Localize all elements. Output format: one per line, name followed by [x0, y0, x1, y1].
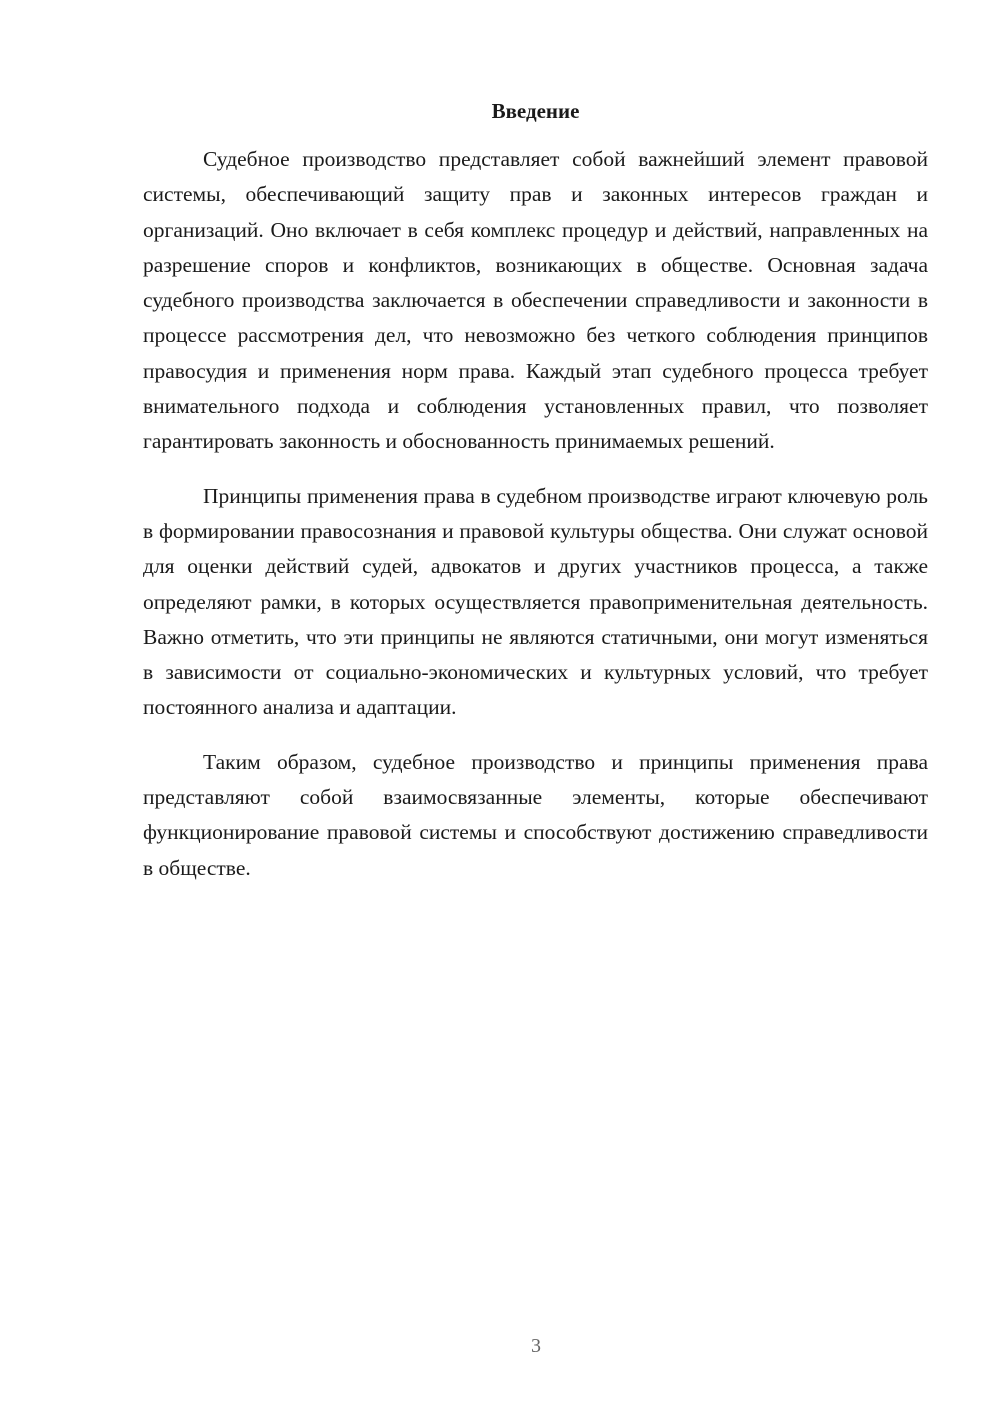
- section-title: Введение: [491, 99, 580, 123]
- page-content: [143, 96, 928, 905]
- page-number: 3: [531, 1335, 541, 1357]
- paragraph-2: Принципы применения права в судебном производстве играют ключевую роль в формировании правосознания и правовой культуры общества. Они служат основой для оценки действий судей, адвокатов и других участников процесса, а также определяют рамки, в которых осуществляется правоприменительная деятельность. Важно отметить, что эти принципы не являются статичными, они могут изменяться в зависимости от социально-экономических и культурных условий, что требует постоянного анализа и адаптации.: [143, 483, 928, 720]
- paragraph-3: Таким образом, судебное производство и принципы применения права представляют собой взаимосвязанные элементы, которые обеспечивают функционирование правовой системы и способствуют достижению справедливости в обществе.: [143, 749, 928, 880]
- paragraph-1: Судебное производство представляет собой важнейший элемент правовой системы, обеспечивающий защиту прав и законных интересов граждан и организаций. Оно включает в себя комплекс процедур и действий, направленных на разрешение споров и конфликтов, возникающих в обществе. Основная задача судебного производства заключается в обеспечении справедливости и законности в процессе рассмотрения дел, что невозможно без четкого соблюдения принципов правосудия и применения норм права. Каждый этап судебного процесса требует внимательного подхода и соблюдения установленных правил, что позволяет гарантировать законность и обоснованность принимаемых решений.: [143, 147, 928, 454]
